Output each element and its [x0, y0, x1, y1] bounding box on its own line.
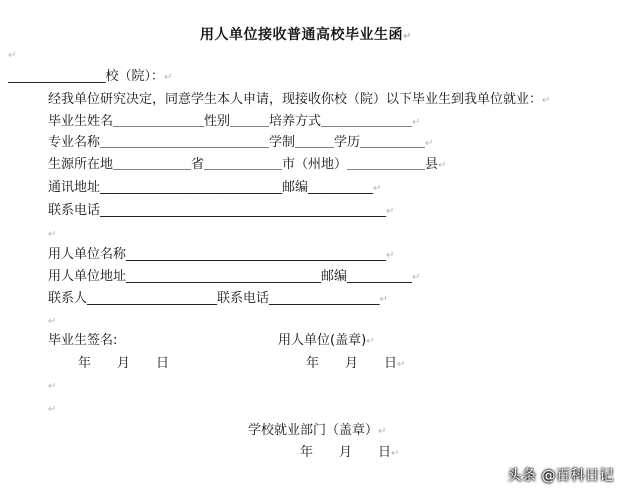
field-address: 通讯地址____________________________邮编__________↵	[48, 180, 382, 195]
paragraph-mark: ↵	[8, 50, 17, 61]
paragraph-mark: ↵	[425, 138, 434, 149]
field-employer-name: 用人单位名称________________________________________↵	[48, 247, 395, 262]
watermark: 头条 @百科日记	[507, 468, 614, 484]
employer-seal: 用人单位(盖章)↵	[278, 333, 375, 348]
field-contact: 联系人____________________联系电话_________________↵	[48, 291, 388, 306]
paragraph-mark: ↵	[48, 316, 57, 327]
field-student-name: 毕业生姓名＿＿＿＿＿＿＿性别＿＿＿培养方式＿＿＿＿＿＿＿↵	[48, 114, 421, 129]
school-seal: 学校就业部门（盖章）↵	[248, 423, 387, 438]
paragraph-mark: ↵	[542, 95, 551, 106]
intro-paragraph: 经我单位研究决定，同意学生本人申请，现接收你校（院）以下毕业生到我单位就业：↵	[48, 92, 551, 107]
field-major: 专业名称＿＿＿＿＿＿＿＿＿＿＿＿＿学制＿＿＿学历＿＿＿＿＿↵	[48, 135, 434, 150]
paragraph-mark: ↵	[373, 183, 382, 194]
date-school: 年 月 日↵	[300, 445, 400, 460]
paragraph-mark: ↵	[48, 381, 57, 392]
field-phone: 联系电话____________________________________________↵	[48, 203, 395, 218]
paragraph-mark: ↵	[403, 31, 412, 42]
paragraph-mark: ↵	[378, 426, 387, 437]
graduate-signature: 毕业生签名:	[48, 333, 118, 348]
addressee-line: _______________校（院）：↵	[8, 69, 173, 84]
paragraph-mark: ↵	[379, 294, 388, 305]
paragraph-mark: ↵	[412, 272, 421, 283]
date-graduate: 年 月 日	[78, 356, 170, 371]
paragraph-mark: ↵	[438, 160, 447, 171]
paragraph-mark: ↵	[48, 404, 57, 415]
document-title: 用人单位接收普通高校毕业生函↵	[200, 27, 412, 43]
paragraph-mark: ↵	[366, 336, 375, 347]
paragraph-mark: ↵	[397, 359, 406, 370]
paragraph-mark: ↵	[391, 448, 400, 459]
paragraph-mark: ↵	[386, 250, 395, 261]
paragraph-mark: ↵	[164, 72, 173, 83]
field-employer-address: 用人单位地址______________________________邮编__________↵	[48, 269, 421, 284]
paragraph-mark: ↵	[386, 206, 395, 217]
date-employer: 年 月 日↵	[306, 356, 406, 371]
paragraph-mark: ↵	[48, 229, 57, 240]
field-origin: 生源所在地＿＿＿＿＿＿省＿＿＿＿＿＿市（州地）＿＿＿＿＿＿县↵	[48, 157, 447, 172]
paragraph-mark: ↵	[412, 117, 421, 128]
